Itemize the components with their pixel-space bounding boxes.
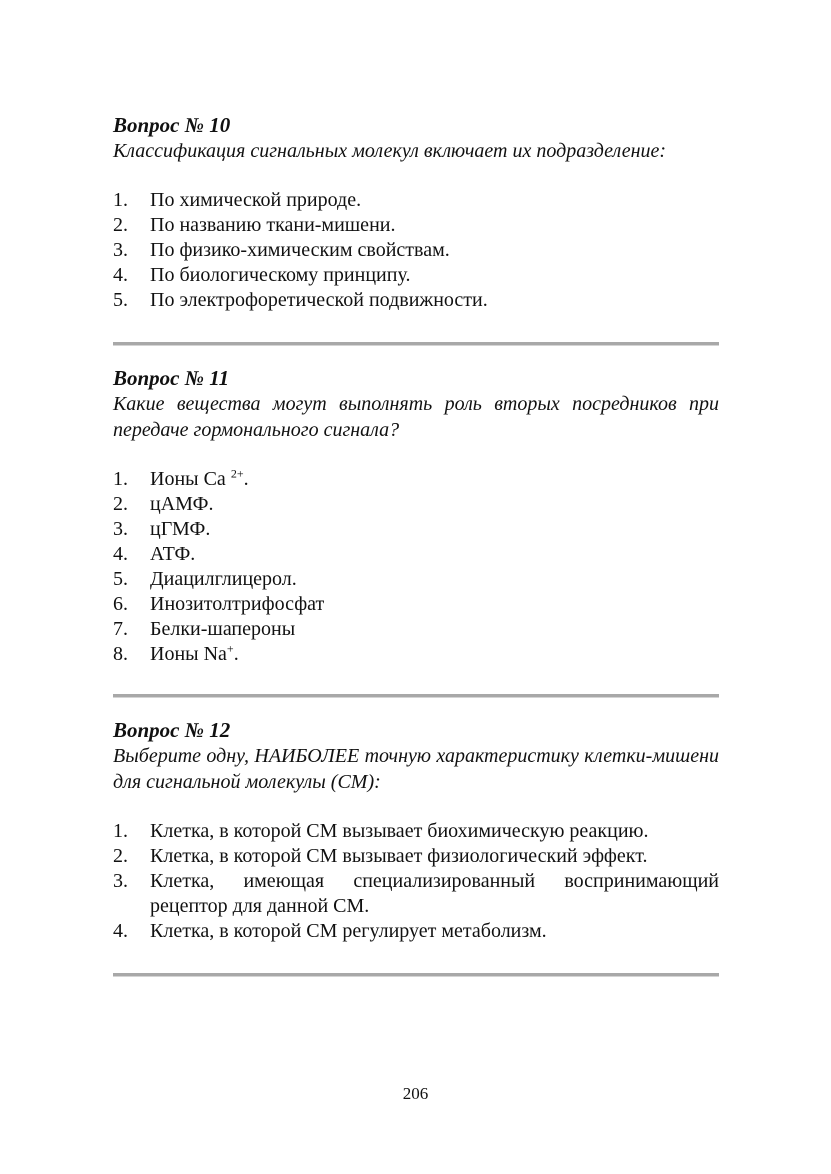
option-text: Белки-шапероны xyxy=(150,618,296,640)
option-text: Диацилглицерол. xyxy=(150,568,297,590)
answer-option xyxy=(113,617,719,642)
answer-option xyxy=(113,567,719,592)
page-number: 206 xyxy=(402,1084,429,1103)
option-number: 2. xyxy=(113,214,128,236)
question-title: Вопрос № 12 xyxy=(113,718,231,742)
question-title: Вопрос № 10 xyxy=(113,113,231,137)
option-number: 5. xyxy=(113,568,128,590)
question-text: Выберите одну, НАИБОЛЕЕ точную характеристику клетки-мишени для сигнальной молекулы (СМ): xyxy=(113,745,719,793)
option-text-end: . xyxy=(233,643,239,665)
answer-option xyxy=(113,213,719,238)
answer-option xyxy=(113,642,719,667)
option-number: 2. xyxy=(113,845,128,867)
page-content xyxy=(113,112,719,977)
option-text xyxy=(150,642,719,667)
option-text-main: Ионы Са xyxy=(150,468,231,490)
answer-options xyxy=(113,819,719,944)
option-text: Инозитолтрифосфат xyxy=(150,593,325,615)
option-number: 5. xyxy=(113,289,128,311)
answer-option xyxy=(113,919,719,944)
question-12 xyxy=(113,717,719,944)
question-title: Вопрос № 11 xyxy=(113,366,230,390)
option-number: 4. xyxy=(113,264,128,286)
question-text: Классификация сигнальных молекул включает их подразделение: xyxy=(113,140,667,162)
answer-option xyxy=(113,592,719,617)
ion-charge: 2+ xyxy=(230,466,244,481)
option-number: 8. xyxy=(113,643,128,665)
option-text: АТФ. xyxy=(150,543,196,565)
section-divider xyxy=(113,342,719,346)
section-divider xyxy=(113,973,719,977)
section-divider xyxy=(113,694,719,698)
answer-option xyxy=(113,238,719,263)
answer-option xyxy=(113,517,719,542)
option-number: 4. xyxy=(113,543,128,565)
option-number: 3. xyxy=(113,518,128,540)
option-number: 4. xyxy=(113,920,128,942)
option-text-main: Ионы Na xyxy=(150,643,227,665)
answer-options xyxy=(113,188,719,313)
option-text: Клетка, в которой СМ вызывает биохимическую реакцию. xyxy=(150,820,649,842)
option-number: 2. xyxy=(113,493,128,515)
option-number: 1. xyxy=(113,189,128,211)
answer-option xyxy=(113,819,719,844)
answer-option xyxy=(113,467,719,492)
answer-option xyxy=(113,188,719,213)
ion-charge: + xyxy=(226,641,234,656)
answer-option xyxy=(113,542,719,567)
option-number: 1. xyxy=(113,468,128,490)
option-text: Клетка, в которой СМ регулирует метаболизм. xyxy=(150,920,547,942)
option-text: По биологическому принципу. xyxy=(150,264,411,286)
option-number: 3. xyxy=(113,239,128,261)
option-number: 1. xyxy=(113,820,128,842)
option-number: 7. xyxy=(113,618,128,640)
option-text: Клетка, имеющая специализированный воспринимающий рецептор для данной СМ. xyxy=(150,870,719,917)
answer-option xyxy=(113,288,719,313)
option-text: По химической природе. xyxy=(150,189,362,211)
answer-option xyxy=(113,263,719,288)
option-number: 6. xyxy=(113,593,128,615)
answer-option xyxy=(113,844,719,869)
option-text xyxy=(150,467,719,492)
option-text: По физико-химическим свойствам. xyxy=(150,239,450,261)
question-10 xyxy=(113,112,719,313)
option-text: Клетка, в которой СМ вызывает физиологический эффект. xyxy=(150,845,648,867)
answer-option xyxy=(113,492,719,517)
answer-option xyxy=(113,869,719,919)
option-text: цАМФ. xyxy=(150,493,214,515)
answer-options xyxy=(113,467,719,667)
question-11 xyxy=(113,365,719,667)
option-text-end: . xyxy=(243,468,249,490)
option-number: 3. xyxy=(113,870,128,892)
option-text: По электрофоретической подвижности. xyxy=(150,289,488,311)
option-text: цГМФ. xyxy=(150,518,211,540)
question-text: Какие вещества могут выполнять роль вторых посредников при передаче гормонального сигнала? xyxy=(113,393,719,441)
option-text: По названию ткани-мишени. xyxy=(150,214,396,236)
